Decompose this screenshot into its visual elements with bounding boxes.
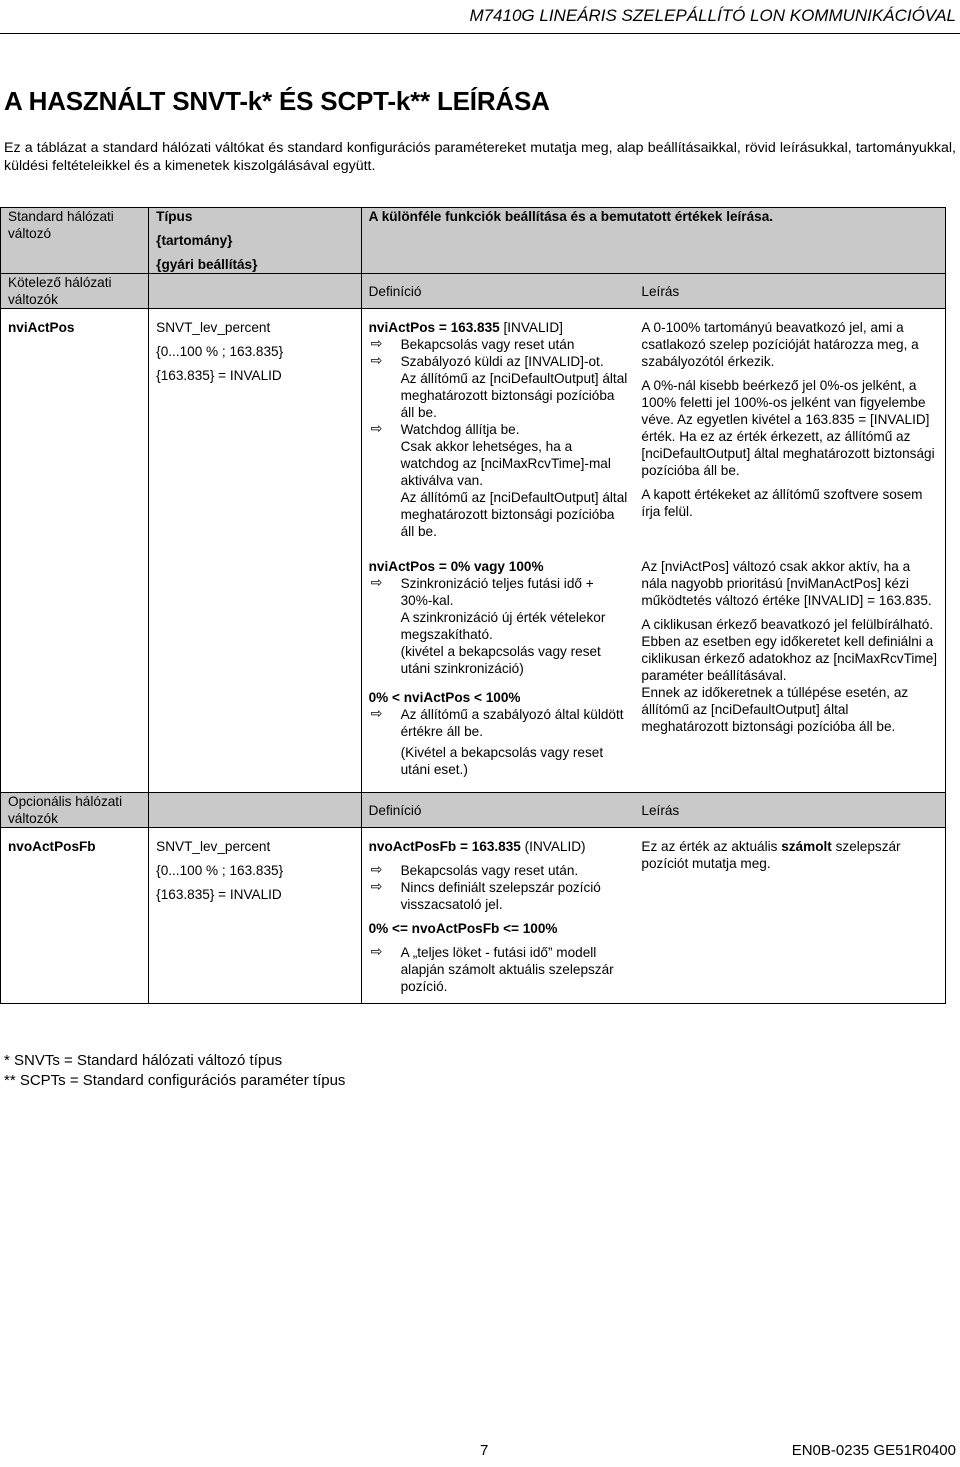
page-number: 7 xyxy=(480,1442,489,1459)
header-variable: Standard hálózati változó xyxy=(1,208,149,274)
header-rule xyxy=(0,33,960,34)
variable-type: SNVT_lev_percent {0...100 % ; 163.835} {163.835} = INVALID xyxy=(149,828,361,1004)
bullet-item: ⇨ Watchdog állítja be. xyxy=(370,420,520,437)
table-header-row xyxy=(1,208,946,274)
optional-section-row xyxy=(1,793,946,828)
description-cell: A 0-100% tartományú beavatkozó jel, ami a csatlakozó szelep pozícióját határozza meg, a szabályozótól érkezik. A 0%-nál kisebb beérkező jel 0%-os jelként, a 100% feletti jel 100%-os jelként van figyelembe véve. Az egyetlen kivétel a 163.835 = [INVALID] érték. Ha ez az érték érkezett, az állítómű az [nciDefaultOutput] által meghatározott biztonsági pozícióba áll be. A kapott értékeket az állítómű szoftvere sosem írja felül. xyxy=(634,309,945,553)
header-functions: A különféle funkciók beállítása és a bemutatott értékek leírása. xyxy=(361,208,945,274)
optional-section-label: Opcionális hálózati változók xyxy=(1,793,149,828)
arrow-icon: ⇨ xyxy=(370,574,383,590)
mandatory-section-blank xyxy=(149,274,361,309)
arrow-icon: ⇨ xyxy=(370,861,383,877)
optional-definition-header: Definíció xyxy=(361,793,634,828)
arrow-icon: ⇨ xyxy=(370,420,383,436)
variable-name: nviActPos xyxy=(1,309,149,793)
bullet-item: ⇨ Szinkronizáció teljes futási idő + 30%-kal. xyxy=(370,574,594,608)
page-title: A HASZNÁLT SNVT-k* ÉS SCPT-k** LEÍRÁSA xyxy=(4,86,550,116)
table-row-nviactpos xyxy=(1,309,946,553)
variable-name: nvoActPosFb xyxy=(1,828,149,1004)
intro-paragraph: Ez a táblázat a standard hálózati váltókat és standard konfigurációs paramétereket mutatja meg, alap beállításaikkal, rövid leírásukkal, tartományukkal, küldési feltételeikkel és a kimenetek kiszolgálásával együtt. xyxy=(4,140,956,174)
arrow-icon: ⇨ xyxy=(370,878,383,894)
footnote-scpt: ** SCPTs = Standard configurációs paraméter típus xyxy=(4,1072,346,1089)
description-cell: Az [nviActPos] változó csak akkor aktív, ha a nála nagyobb prioritású [nviManActPos] kézi működtetés változó értéke [INVALID] = 163.835. A ciklikusan érkező beavatkozó jel felülbírálható. Ebben az esetben egy időkeretet kell definiálni a ciklikusan érkező adatokhoz az [nciMaxRcvTime] paraméter beállításával. Ennek az időkeretnek a túllépése esetén, az állítómű az [nciDefaultOutput] által meghatározott biztonsági pozícióba áll be. xyxy=(634,552,945,793)
definition-cell: nviActPos = 163.835 [INVALID] ⇨ Bekapcsolás vagy reset után ⇨ Szabályozó küldi az [INVALID]-ot. Az állítómű az [nciDefaultOutput] által meghatározott biztonsági pozícióba áll be. ⇨ Watchdog állítja be. Csak akkor lehetséges, ha a watchdog az [nciMaxRcvTime]-mal aktiválva van. Az állítómű az [nciDefaultOutput] által meghatározott biztonsági pozícióba áll be. xyxy=(361,309,634,553)
variables-table xyxy=(0,207,946,1004)
header-type: Típus {tartomány} {gyári beállítás} xyxy=(149,208,361,274)
description-cell: Ez az érték az aktuális számolt szelepszár pozíciót mutatja meg. xyxy=(634,828,945,1004)
bullet-item: ⇨ Szabályozó küldi az [INVALID]-ot. xyxy=(370,352,604,369)
variable-type: SNVT_lev_percent {0...100 % ; 163.835} {163.835} = INVALID xyxy=(149,309,361,793)
footnote-snvt: * SNVTs = Standard hálózati változó típus xyxy=(4,1052,283,1069)
bullet-item: ⇨ Nincs definiált szelepszár pozíció visszacsatoló jel. xyxy=(370,878,601,912)
bullet-item: ⇨ Bekapcsolás vagy reset után. xyxy=(370,861,579,878)
table-row-nvoactposfb xyxy=(1,828,946,1004)
footnotes xyxy=(4,1051,345,1091)
mandatory-description-header: Leírás xyxy=(634,274,945,309)
mandatory-definition-header: Definíció xyxy=(361,274,634,309)
document-code: EN0B-0235 GE51R0400 xyxy=(791,1442,956,1459)
running-header: M7410G LINEÁRIS SZELEPÁLLÍTÓ LON KOMMUNIKÁCIÓVAL xyxy=(469,6,956,25)
definition-cell: nvoActPosFb = 163.835 (INVALID) ⇨ Bekapcsolás vagy reset után. ⇨ Nincs definiált szelepszár pozíció visszacsatoló jel. 0% <= nvoActPosFb <= 100% ⇨ A „teljes löket - futási idő” modell alapján számolt aktuális szelepszár pozíció. xyxy=(361,828,634,1004)
bullet-item: ⇨ Bekapcsolás vagy reset után xyxy=(370,335,575,352)
mandatory-section-row xyxy=(1,274,946,309)
optional-description-header: Leírás xyxy=(634,793,945,828)
definition-cell: nviActPos = 0% vagy 100% ⇨ Szinkronizáció teljes futási idő + 30%-kal. A szinkronizáció új érték vételekor megszakítható. (kivétel a bekapcsolás vagy reset utáni szinkronizáció) 0% < nviActPos < 100% ⇨ Az állítómű a szabályozó által küldött értékre áll be. (Kivétel a bekapcsolás vagy reset utáni eset.) xyxy=(361,552,634,793)
mandatory-section-label: Kötelező hálózati változók xyxy=(1,274,149,309)
arrow-icon: ⇨ xyxy=(370,352,383,368)
arrow-icon: ⇨ xyxy=(370,943,383,959)
bullet-item: ⇨ Az állítómű a szabályozó által küldött értékre áll be. xyxy=(370,705,624,739)
arrow-icon: ⇨ xyxy=(370,705,383,721)
bullet-item: ⇨ A „teljes löket - futási idő” modell alapján számolt aktuális szelepszár pozíció. xyxy=(370,943,614,994)
optional-section-blank xyxy=(149,793,361,828)
arrow-icon: ⇨ xyxy=(370,335,383,351)
